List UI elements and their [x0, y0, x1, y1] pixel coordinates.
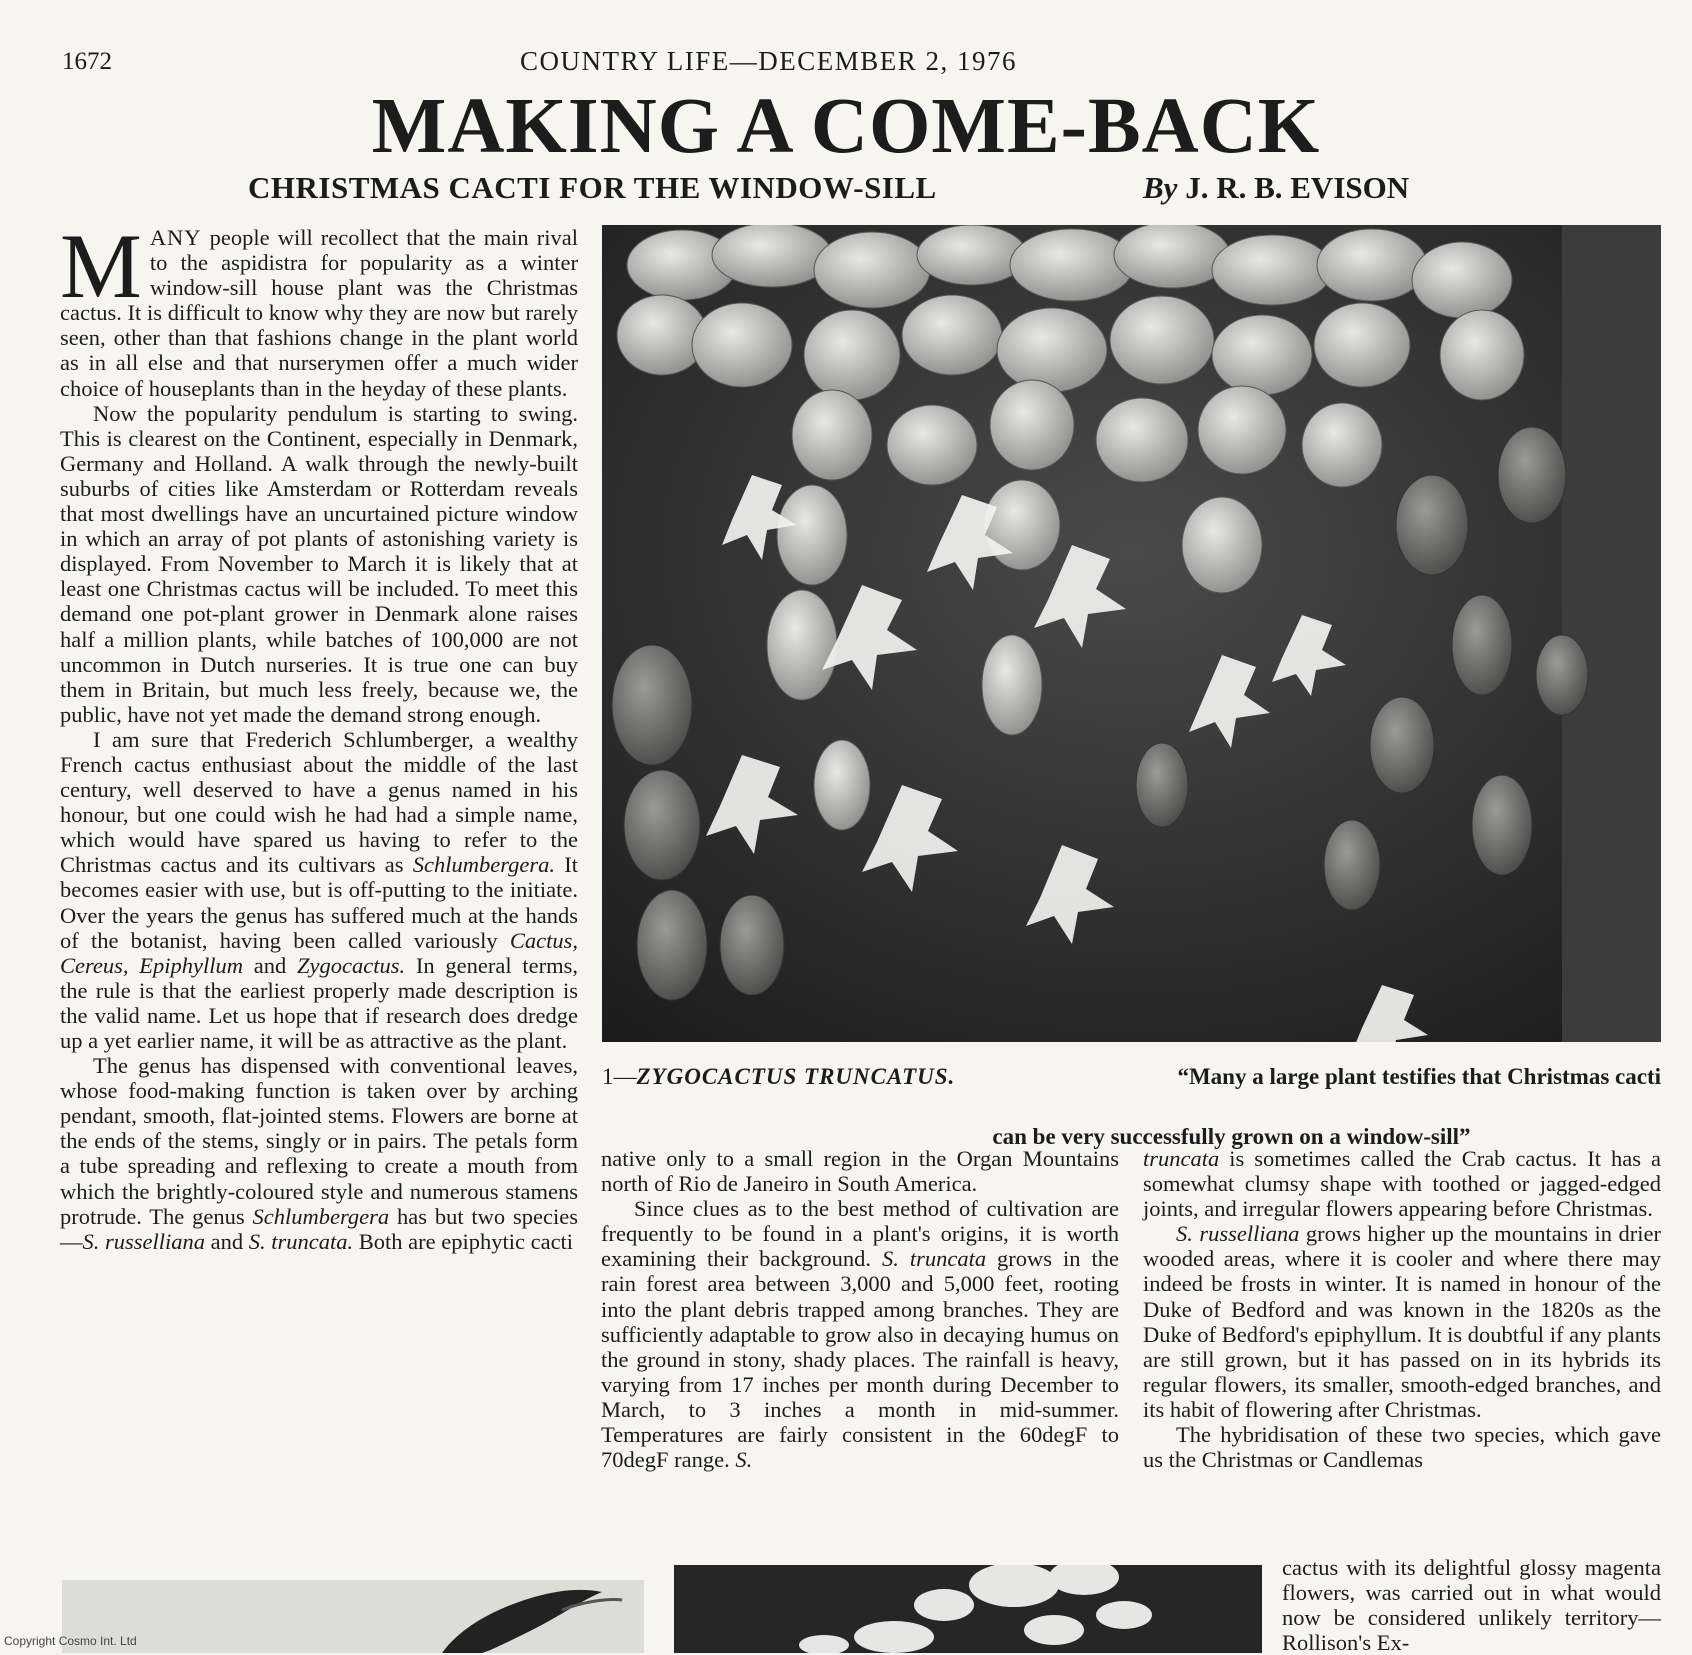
paragraph: [1143, 1221, 1661, 1422]
byline: [1143, 170, 1409, 206]
text-run: grows higher up the mountains in drier wooded areas, where it is cooler and where there may indeed be frosts in winter. It is named in honour of the Duke of Bedford and was known in the 1820s as the Duke of Bedford's epiphyllum. It is doubtful if any plants are still grown, but it has passed on in its hybrids its regular flowers, its smaller, smooth-edged branches, and its habit of flowering after Christmas.: [1143, 1221, 1661, 1422]
paragraph: native only to a small region in the Organ Mountains north of Rio de Janeiro in South America.: [601, 1146, 1119, 1197]
text-run: In general terms, the rule is that the earliest properly made description is the valid name. Let us hope that if research does dredge up a yet earlier name, it will be as attractive as the plant.: [60, 952, 578, 1053]
photo-caption: [602, 1062, 1661, 1152]
paragraph: [60, 1053, 578, 1254]
drop-cap: M: [60, 215, 142, 317]
paragraph: [60, 727, 578, 1053]
copyright-notice: Copyright Cosmo Int. Ltd: [4, 1634, 137, 1648]
text-italic: S. truncata: [881, 1246, 987, 1272]
caption-quote-line-2: can be very successfully grown on a window-sill”: [992, 1124, 1471, 1149]
article-column-2: [601, 1146, 1119, 1472]
text-italic: truncata: [1143, 1146, 1220, 1171]
paragraph: [60, 215, 578, 401]
cactus-photo-illustration: [602, 225, 1661, 1042]
article-column-3-tail: [1282, 1555, 1661, 1655]
headline: MAKING A COME-BACK: [371, 83, 1321, 170]
text-italic: S. russelliana: [82, 1228, 206, 1254]
paragraph: Now the popularity pendulum is starting to swing. This is clearest on the Continent, especially in Denmark, Germany and Holland. A walk through the newly-built suburbs of cities like Amsterdam or Rotterdam reveals that most dwellings have an uncurtained picture window in which an array of pot plants of astonishing variety is displayed. From November to March it is likely that at least one Christmas cactus will be included. To meet this demand one pot-plant grower in Denmark alone raises half a million plants, while batches of 100,000 are not uncommon in Dutch nurseries. It is true one can buy them in Britain, but much less freely, because we, the public, have not yet made the demand strong enough.: [60, 400, 578, 727]
bottom-left-photograph: [62, 1580, 644, 1653]
text-italic: S. truncata.: [248, 1228, 354, 1254]
byline-author: J. R. B. EVISON: [1185, 170, 1410, 205]
paragraph: [601, 1196, 1119, 1472]
text-run: and: [205, 1228, 249, 1254]
paragraph: cactus with its delightful glossy magenta flowers, was carried out in what would now be considered unlikely territory—Rollison's Ex-: [1282, 1555, 1661, 1655]
text-italic: Cactus, Cereus, Epiphyllum: [60, 927, 578, 978]
paragraph: [1143, 1146, 1661, 1221]
caption-quote-line-1: “Many a large plant testifies that Christmas cacti: [1177, 1064, 1661, 1089]
subtitle: CHRISTMAS CACTI FOR THE WINDOW-SILL: [248, 170, 937, 205]
text-run: grows in the rain forest area between 3,000 and 5,000 feet, rooting into the plant debris trapped among branches. They are sufficiently adaptable to grow also in decaying humus on the ground in stony, shady places. The rainfall is heavy, varying from 17 inches per month during December to March, to 3 inches a month in mid-summer. Temperatures are fairly consistent in the 60degF to 70degF range.: [601, 1246, 1119, 1473]
text-run: has but two species—: [60, 1203, 579, 1254]
byline-prefix: By: [1143, 170, 1178, 205]
text-run: The genus has dispensed with conventional leaves, whose food-making function is taken over by arching pendant, smooth, flat-jointed stems. Flowers are borne at the ends of the stems, singly or in pairs. The petals form a tube spreading and reflexing to create a mouth from which the brightly-coloured style and numerous stamens protrude. The genus: [60, 1053, 578, 1229]
text-run: I am sure that Frederich Schlumberger, a wealthy French cactus enthusiast about the middle of the last century, well deserved to have a genus named in his honour, but one could wish he had had a simple name, which would have spared us having to refer to the Christmas cactus and its cultivars as: [60, 726, 578, 878]
cactus-stem-illustration: [62, 1580, 644, 1653]
paragraph: The hybridisation of these two species, which gave us the Christmas or Candlemas: [1143, 1422, 1661, 1473]
lead-word: ANY: [149, 225, 202, 250]
text-italic: Schlumbergera.: [412, 852, 556, 878]
text-run: It becomes easier with use, but is off-putting to the initiate. Over the years the genus has suffered much at the hands of the botanist, having been called variously: [60, 852, 578, 953]
running-head: COUNTRY LIFE—DECEMBER 2, 1976: [520, 46, 1018, 76]
paragraph-text: people will recollect that the main rival to the aspidistra for popularity as a winter window-sill house plant was the Christmas cactus. It is difficult to know why they are now but rarely seen, other than that fashions change in the plant world as in all else and that nurserymen offer a much wider choice of houseplants than in the heyday of these plants.: [60, 225, 578, 401]
text-italic: S.: [735, 1447, 753, 1473]
text-italic: Schlumbergera: [252, 1203, 390, 1229]
article-column-3: [1143, 1146, 1661, 1472]
cactus-flowers-illustration: [674, 1565, 1262, 1653]
caption-number: 1—: [602, 1064, 637, 1089]
article-column-1: [60, 215, 579, 1254]
bottom-middle-photograph: [674, 1565, 1262, 1653]
text-run: and: [243, 952, 298, 978]
page-number: 1672: [62, 48, 112, 75]
text-run: is sometimes called the Crab cactus. It has a somewhat clumsy shape with toothed or jagged-edged joints, and irregular flowers appearing before Christmas.: [1143, 1146, 1661, 1222]
cactus-photograph: [602, 225, 1661, 1042]
text-italic: Zygocactus.: [297, 952, 406, 978]
caption-species: ZYGOCACTUS TRUNCATUS.: [636, 1064, 956, 1089]
text-run: Since clues as to the best method of cultivation are frequently to be found in a plant's origins, it is worth examining their background.: [601, 1196, 1119, 1272]
text-run: Both are epiphytic cacti: [353, 1228, 574, 1254]
text-italic: S. russelliana: [1176, 1221, 1300, 1247]
